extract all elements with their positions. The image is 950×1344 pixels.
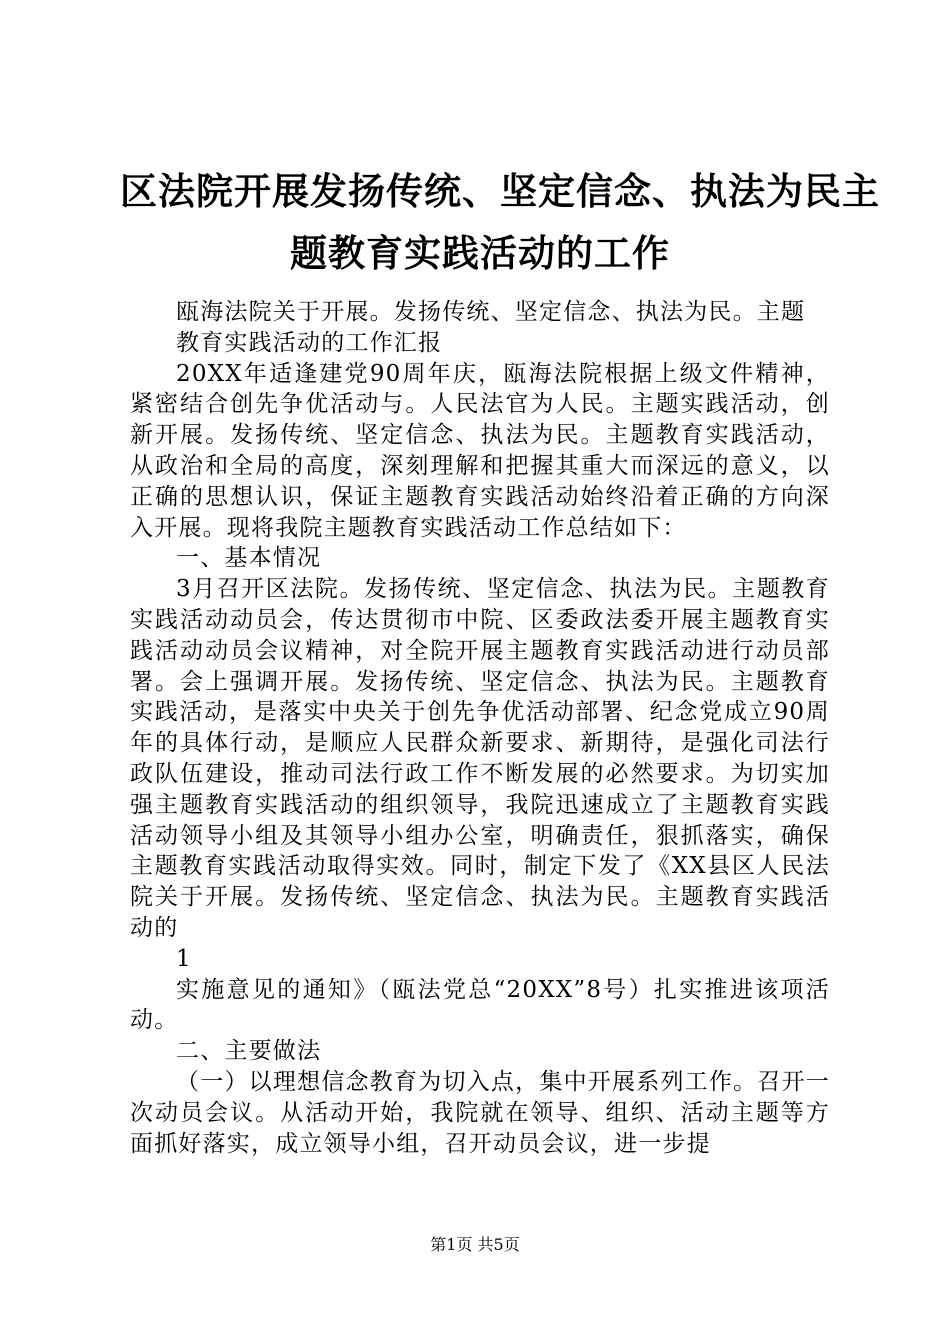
paragraph-basic-situation: 3月召开区法院。发扬传统、坚定信念、执法为民。主题教育实践活动动员会，传达贯彻市中院、区委政法委开展主题教育实践活动动员会议精神，对全院开展主题教育实践活动进行动员部署。会上强调开展。发扬传统、坚定信念、执法为民。主题教育实践活动，是落实中央关于创先争优活动部署、纪念党成立90周年的具体行动，是顺应人民群众新要求、新期待，是强化司法行政队伍建设，推动司法行政工作不断发展的必然要求。为切实加强主题教育实践活动的组织领导，我院迅速成立了主题教育实践活动领导小组及其领导小组办公室，明确责任，狠抓落实，确保主题教育实践活动取得实效。同时，制定下发了《XX县区人民法院关于开展。发扬传统、坚定信念、执法为民。主题教育实践活动的 xyxy=(130,576,830,941)
paragraph-overview: 20XX年适逢建党90周年庆，瓯海法院根据上级文件精神，紧密结合创先争优活动与。人民法官为人民。主题实践活动，创新开展。发扬传统、坚定信念、执法为民。主题教育实践活动，从政治和全局的高度，深刻理解和把握其重大而深远的意义，以正确的思想认识，保证主题教育实践活动始终沿着正确的方向深入开展。现将我院主题教育实践活动工作总结如下： xyxy=(130,360,830,541)
section-heading-basic: 一、基本情况 xyxy=(176,545,322,572)
document-body xyxy=(130,297,830,1159)
inline-page-number: 1 xyxy=(176,945,192,972)
title-line-1: 区法院开展发扬传统、坚定信念、执法为民主 xyxy=(120,169,880,213)
document-title xyxy=(120,160,880,284)
page-footer: 第1页 共5页 xyxy=(430,1235,520,1254)
paragraph-method-one: （一）以理想信念教育为切入点，集中开展系列工作。召开一次动员会议。从活动开始，我院就在领导、组织、活动主题等方面抓好落实，成立领导小组，召开动员会议，进一步提 xyxy=(130,1068,830,1157)
paragraph-implementation: 实施意见的通知》（瓯法党总“20XX”8号）扎实推进该项活动。 xyxy=(130,976,830,1034)
paragraph-report-title: 教育实践活动的工作汇报 xyxy=(176,329,443,356)
section-heading-methods: 二、主要做法 xyxy=(176,1038,322,1065)
paragraph-intro: 瓯海法院关于开展。发扬传统、坚定信念、执法为民。主题 xyxy=(176,299,806,325)
title-line-2: 题教育实践活动的工作 xyxy=(290,231,670,275)
